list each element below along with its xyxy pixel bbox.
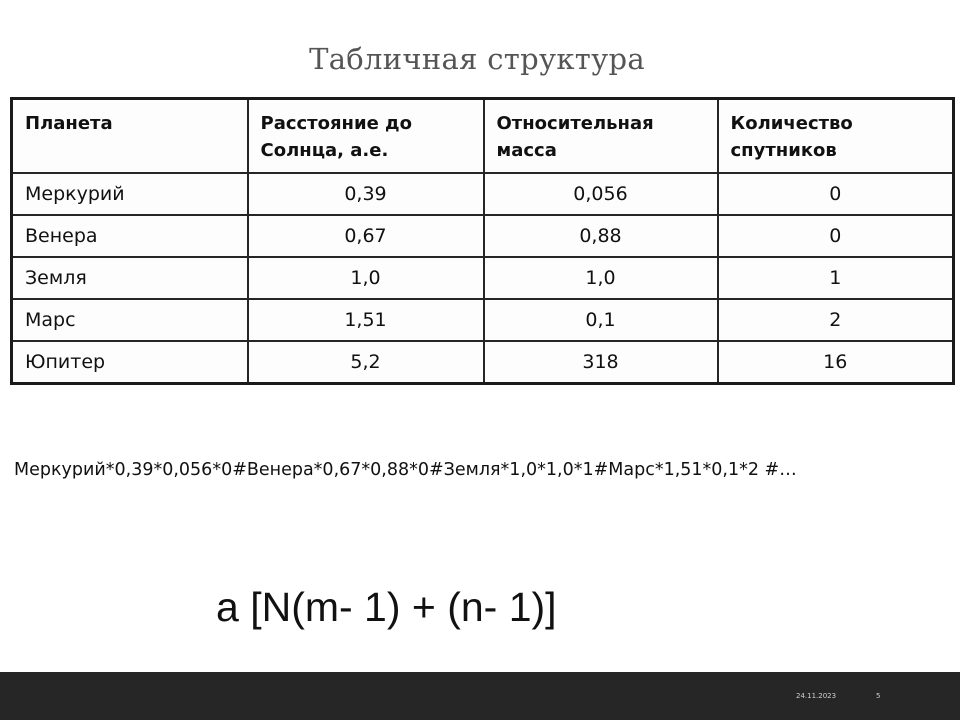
address-formula: a [N(m- 1) + (n- 1)] (216, 584, 557, 630)
header-planet: Планета (12, 99, 248, 174)
cell-mass: 0,056 (484, 173, 718, 215)
header-distance: Расстояние до Солнца, а.е. (248, 99, 484, 174)
cell-mass: 318 (484, 341, 718, 384)
cell-mass: 0,1 (484, 299, 718, 341)
cell-satellites: 2 (718, 299, 954, 341)
cell-distance: 1,51 (248, 299, 484, 341)
cell-satellites: 0 (718, 173, 954, 215)
cell-distance: 5,2 (248, 341, 484, 384)
planets-table (10, 97, 955, 385)
slide-title: Табличная структура (309, 42, 645, 76)
cell-planet: Земля (12, 257, 248, 299)
cell-satellites: 0 (718, 215, 954, 257)
table-header-row (12, 99, 954, 174)
table-row (12, 215, 954, 257)
cell-mass: 1,0 (484, 257, 718, 299)
cell-planet: Венера (12, 215, 248, 257)
cell-distance: 0,39 (248, 173, 484, 215)
footer-page-number: 5 (876, 692, 881, 700)
cell-satellites: 1 (718, 257, 954, 299)
table-row (12, 257, 954, 299)
header-mass: Относительная масса (484, 99, 718, 174)
cell-mass: 0,88 (484, 215, 718, 257)
cell-distance: 0,67 (248, 215, 484, 257)
encoded-record-line: Меркурий*0,39*0,056*0#Венера*0,67*0,88*0#Земля*1,0*1,0*1#Марс*1,51*0,1*2 #… (14, 460, 797, 480)
footer-date: 24.11.2023 (796, 692, 837, 700)
cell-planet: Меркурий (12, 173, 248, 215)
table-row (12, 299, 954, 341)
table-row (12, 173, 954, 215)
header-satellites: Количество спутников (718, 99, 954, 174)
cell-distance: 1,0 (248, 257, 484, 299)
planets-table-container (10, 97, 952, 385)
cell-satellites: 16 (718, 341, 954, 384)
footer-bar (0, 672, 960, 720)
cell-planet: Юпитер (12, 341, 248, 384)
cell-planet: Марс (12, 299, 248, 341)
table-row (12, 341, 954, 384)
